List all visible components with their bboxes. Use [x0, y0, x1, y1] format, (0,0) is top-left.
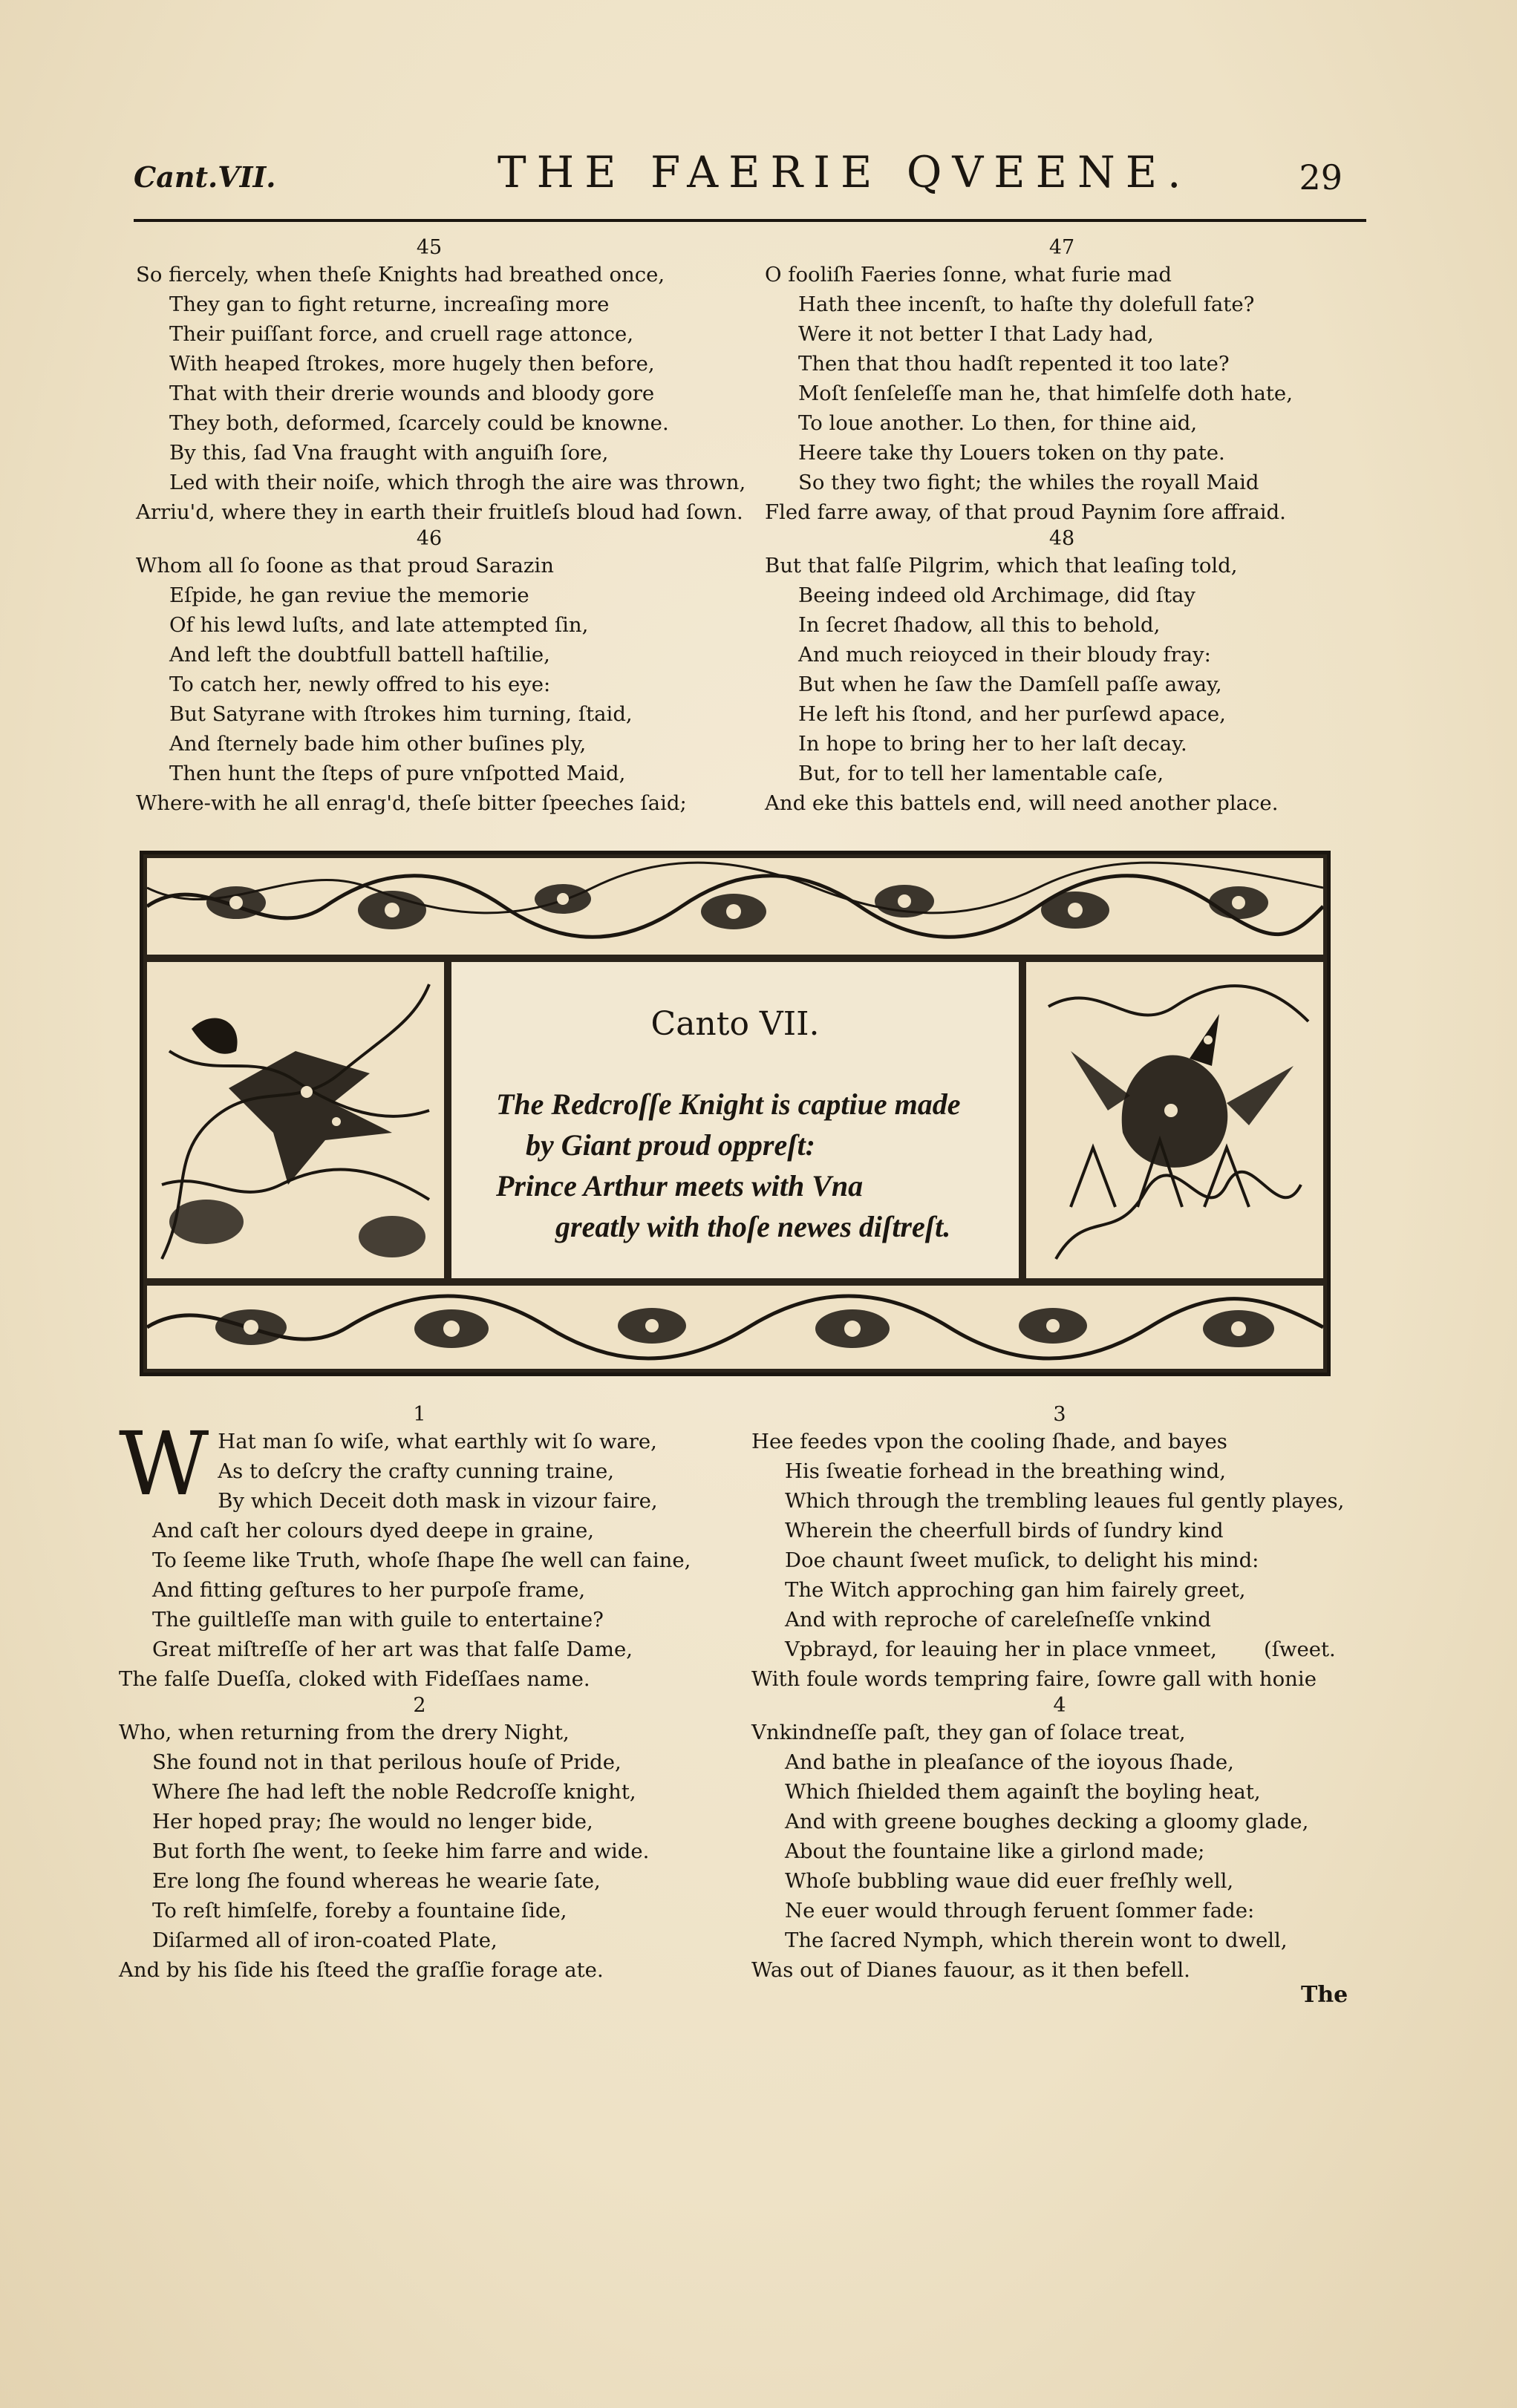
verse-line: They gan to fight returne, increaſing more	[169, 292, 610, 316]
stanza-47	[765, 236, 1359, 527]
eagle-woodcut-panel	[147, 962, 444, 1278]
woodcut-bottom-band	[147, 1286, 1323, 1369]
foliage-scroll-icon	[147, 858, 1323, 955]
verse-line: Fled farre away, of that proud Paynim ſore affraid.	[765, 500, 1286, 524]
stanza-number: 4	[1053, 1694, 1066, 1717]
verse-line	[751, 1635, 1368, 1664]
header-rule	[134, 219, 1366, 222]
catchword: The	[1301, 1982, 1348, 2008]
turnover-word: (ſweet.	[1264, 1637, 1336, 1661]
verse-line: Her hoped pray; ſhe would no lenger bide,	[152, 1810, 593, 1833]
canto-heading-box	[451, 962, 1019, 1278]
stanza-number: 3	[1053, 1403, 1066, 1426]
verse-line: Eſpide, he gan reviue the memorie	[169, 583, 529, 607]
verse-line: But forth ſhe went, to ſeeke him farre and wide.	[152, 1839, 650, 1863]
verse-line: And fitting geſtures to her purpoſe frame,	[152, 1578, 586, 1602]
top-left-column	[136, 236, 746, 818]
phoenix-icon	[1026, 962, 1323, 1278]
argument-line: Prince Arthur meets with Vna	[496, 1169, 864, 1203]
verse-line: Arriu'd, where they in earth their fruitleſs bloud had ſown.	[136, 500, 743, 524]
phoenix-woodcut-panel	[1026, 962, 1323, 1278]
verse-line: Beeing indeed old Archimage, did ſtay	[798, 583, 1195, 607]
verse-line: Vnkindneſſe paſt, they gan of ſolace treat,	[751, 1721, 1186, 1744]
running-head	[134, 147, 1351, 199]
stanza-46	[136, 527, 722, 818]
stanza-45	[136, 236, 746, 527]
eagle-icon	[147, 962, 444, 1278]
verse-line: So fiercely, when theſe Knights had breathed once,	[136, 263, 665, 287]
verse-line: In ſecret ſhadow, all this to behold,	[798, 613, 1161, 637]
verse-line: Then hunt the ſteps of pure vnſpotted Maid,	[169, 762, 626, 785]
canto-header-label: Cant.VII.	[134, 160, 276, 194]
verse-line: And with greene boughes decking a gloomy glade,	[785, 1810, 1309, 1833]
verse-line: As to deſcry the crafty cunning traine,	[218, 1459, 614, 1483]
verse-line: And by his ſide his ſteed the graſſie forage ate.	[119, 1958, 604, 1982]
verse-line: And eke this battels end, will need another place.	[765, 791, 1279, 815]
woodcut-top-band	[147, 858, 1323, 955]
verse-line: The ſacred Nymph, which therein wont to dwell,	[785, 1928, 1288, 1952]
argument-line: by Giant proud oppreſt:	[526, 1128, 815, 1162]
verse-line: They both, deformed, ſcarcely could be knowne.	[169, 411, 669, 435]
verse-line: And caſt her colours dyed deepe in graine,	[152, 1519, 595, 1542]
verse-line: Heere take thy Louers token on thy pate.	[798, 441, 1225, 465]
stanza-number: 1	[413, 1403, 426, 1426]
argument-line: The Redcroſſe Knight is captiue made	[496, 1087, 961, 1121]
stanza-3	[751, 1403, 1368, 1694]
verse-line: Where ſhe had left the noble Redcroſſe knight,	[152, 1780, 636, 1804]
stanza-number: 48	[1048, 527, 1075, 550]
verse-line: Then that thou hadſt repented it too late?	[798, 352, 1230, 376]
verse-line: Was out of Dianes fauour, as it then befell.	[751, 1958, 1190, 1982]
verse-line: To reſt himſelfe, foreby a fountaine ſide,	[152, 1899, 567, 1923]
verse-line: To catch her, newly offred to his eye:	[169, 673, 551, 696]
stanza-48	[765, 527, 1359, 818]
verse-line: That with their drerie wounds and bloody gore	[169, 382, 655, 405]
verse-line: And bathe in pleaſance of the ioyous ſhade,	[785, 1750, 1234, 1774]
verse-line: Great miſtreſſe of her art was that falſe Dame,	[152, 1637, 633, 1661]
verse-line: Doe chaunt ſweet muſick, to delight his mind:	[785, 1548, 1259, 1572]
verse-line: With foule words tempring faire, ſowre gall with honie	[751, 1667, 1317, 1691]
verse-line: She found not in that perilous houſe of Pride,	[152, 1750, 622, 1774]
verse-line: In hope to bring her to her laſt decay.	[798, 732, 1187, 756]
stanza-number: 2	[413, 1694, 426, 1717]
verse-line: Ne euer would through feruent ſommer fade:	[785, 1899, 1255, 1923]
verse-line: Were it not better I that Lady had,	[798, 322, 1154, 346]
verse-line: And with reproche of careleſneſſe vnkind	[785, 1608, 1211, 1632]
page-number: 29	[1299, 157, 1343, 197]
verse-line: Of his lewd luſts, and late attempted ſin,	[169, 613, 589, 637]
canto-ornament-block	[140, 851, 1331, 1376]
stanza-number: 45	[416, 236, 443, 259]
verse-line: Where-with he all enrag'd, theſe bitter ſpeeches ſaid;	[136, 791, 687, 815]
verse-line: The Witch approching gan him fairely greet,	[785, 1578, 1246, 1602]
verse-line: But that falſe Pilgrim, which that leaſing told,	[765, 554, 1238, 578]
verse-line: Their puiſſant force, and cruell rage attonce,	[169, 322, 634, 346]
argument-line: greatly with thoſe newes diſtreſt.	[555, 1210, 951, 1243]
stanza-1	[119, 1403, 720, 1694]
bottom-right-column	[751, 1403, 1368, 1985]
verse-line: O fooliſh Faeries ſonne, what furie mad	[765, 263, 1172, 287]
verse-line: Moſt ſenſeleſſe man he, that himſelfe doth hate,	[798, 382, 1293, 405]
verse-line: The falſe Dueſſa, cloked with Fideſſaes name.	[119, 1667, 590, 1691]
verse-line: Whoſe bubbling waue did euer freſhly well,	[785, 1869, 1234, 1893]
stanza-2	[119, 1694, 720, 1985]
verse-line: By which Deceit doth mask in vizour faire,	[218, 1489, 658, 1513]
stanza-number: 47	[1048, 236, 1075, 259]
top-right-column	[765, 236, 1359, 818]
verse-line: Ere long ſhe found whereas he wearie ſate,	[152, 1869, 601, 1893]
verse-line: But, for to tell her lamentable caſe,	[798, 762, 1164, 785]
verse-line: The guiltleſſe man with guile to entertaine?	[152, 1608, 604, 1632]
verse-line: Led with their noiſe, which throgh the aire was thrown,	[169, 471, 746, 494]
verse-line: And left the doubtfull battell haſtilie,	[169, 643, 550, 667]
book-title: THE FAERIE QVEENE.	[497, 147, 1192, 197]
verse-line: And much reioyced in their bloudy fray:	[798, 643, 1211, 667]
bottom-left-column	[119, 1403, 720, 1985]
verse-line: Hath thee incenſt, to haſte thy dolefull fate?	[798, 292, 1255, 316]
verse-line: Whom all ſo ſoone as that proud Sarazin	[136, 554, 554, 578]
verse-line: Hat man ſo wiſe, what earthly wit ſo ware,	[218, 1430, 657, 1453]
verse-line: Wherein the cheerfull birds of ſundry kind	[785, 1519, 1224, 1542]
verse-line: About the fountaine like a girlond made;	[785, 1839, 1205, 1863]
verse-line: So they two fight; the whiles the royall Maid	[798, 471, 1259, 494]
verse-line: By this, ſad Vna fraught with anguiſh ſore,	[169, 441, 609, 465]
verse-line: Diſarmed all of iron-coated Plate,	[152, 1928, 497, 1952]
verse-line: And ſternely bade him other buſines ply,	[169, 732, 587, 756]
verse-line: To loue another. Lo then, for thine aid,	[798, 411, 1198, 435]
verse-line: But Satyrane with ſtrokes him turning, ſtaid,	[169, 702, 633, 726]
foliage-scroll-icon	[147, 1286, 1323, 1369]
verse-line: Hee feedes vpon the cooling ſhade, and bayes	[751, 1430, 1227, 1453]
drop-cap-letter: W	[119, 1413, 209, 1515]
verse-line: But when he ſaw the Damſell paſſe away,	[798, 673, 1222, 696]
verse-line: Which through the trembling leaues ful gently playes,	[785, 1489, 1345, 1513]
stanza-number: 46	[416, 527, 443, 550]
verse-line: He left his ſtond, and her purſewd apace,	[798, 702, 1226, 726]
stanza-4	[751, 1694, 1368, 1985]
verse-line: With heaped ſtrokes, more hugely then before,	[169, 352, 655, 376]
verse-line-text: Vpbrayd, for leauing her in place vnmeet,	[785, 1637, 1217, 1661]
verse-line: Who, when returning from the drery Night,	[119, 1721, 570, 1744]
canto-title: Canto VII.	[650, 1005, 820, 1043]
verse-line: To ſeeme like Truth, whoſe ſhape ſhe well can faine,	[152, 1548, 691, 1572]
verse-line: His ſweatie forhead in the breathing wind,	[785, 1459, 1226, 1483]
verse-line: Which ſhielded them againſt the boyling heat,	[785, 1780, 1261, 1804]
canto-argument	[496, 1084, 961, 1247]
